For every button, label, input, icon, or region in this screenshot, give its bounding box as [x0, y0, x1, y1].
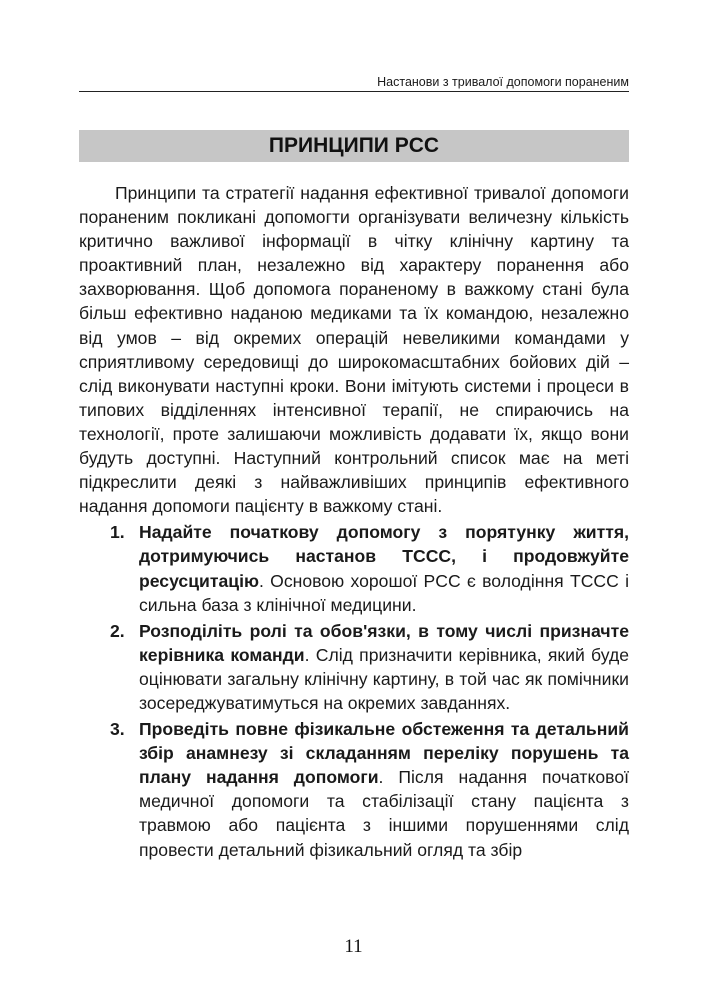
section-title: ПРИНЦИПИ PCC — [79, 130, 629, 162]
step-lead: Розподіліть ролі та обов'язки, в тому числі призначте керівника команди — [139, 620, 629, 665]
step-item-3 — [79, 717, 629, 862]
page-number: 11 — [344, 936, 363, 957]
running-header: Настанови з тривалої допомоги пораненим — [377, 75, 629, 89]
body-text — [79, 181, 629, 862]
step-number: 3. — [110, 719, 125, 740]
step-text: . Основою хорошої PCC є володіння TCCC і сильна база з клінічної медицини. — [139, 570, 629, 615]
step-number: 1. — [110, 522, 125, 543]
step-text: . Після надання початкової медичної допомоги та стабілізації стану пацієнта з травмою або пацієнта з іншими порушеннями слід провести детальний фізикальний огляд та збір — [139, 767, 629, 860]
step-lead: Надайте початкову допомогу з порятунку життя, дотримуючись настанов TCCC, і продовжуйте ресусцитацію — [139, 522, 629, 591]
intro-paragraph: Принципи та стратегії надання ефективної тривалої допомоги пораненим покликані допомогти організувати величезну кількість критично важливої інформації в чітку клінічну картину та проактивний план, незалежно від характеру поранення або захворювання. Щоб допомога пораненому в важкому стані була більш ефективно наданою медиками та їх командою, незалежно від умов – від окремих операцій невеликими командами у сприятливому середовищі до широкомасштабних бойових дій – слід виконувати наступні кроки. Вони імітують системи і процеси в типових відділеннях інтенсивної терапії, не спираючись на технології, проте залишаючи можливість додавати їх, якщо вони будуть доступні. Наступний контрольний список має на меті підкреслити деякі з найважливіших принципів ефективного надання допомоги пацієнту в важкому стані. — [79, 183, 629, 517]
step-text: . Слід призначити керівника, який буде оцінювати загальну клінічну картину, в той час як помічники зосереджуватимуться на окремих завданнях. — [139, 644, 630, 713]
step-number: 2. — [110, 620, 125, 641]
step-item-2 — [79, 619, 629, 715]
step-lead: Проведіть повне фізикальне обстеження та детальний збір анамнезу зі складанням переліку порушень та плану надання допомоги — [139, 719, 629, 788]
steps-list — [79, 520, 629, 861]
header-rule — [79, 91, 629, 92]
step-item-1 — [79, 520, 629, 616]
